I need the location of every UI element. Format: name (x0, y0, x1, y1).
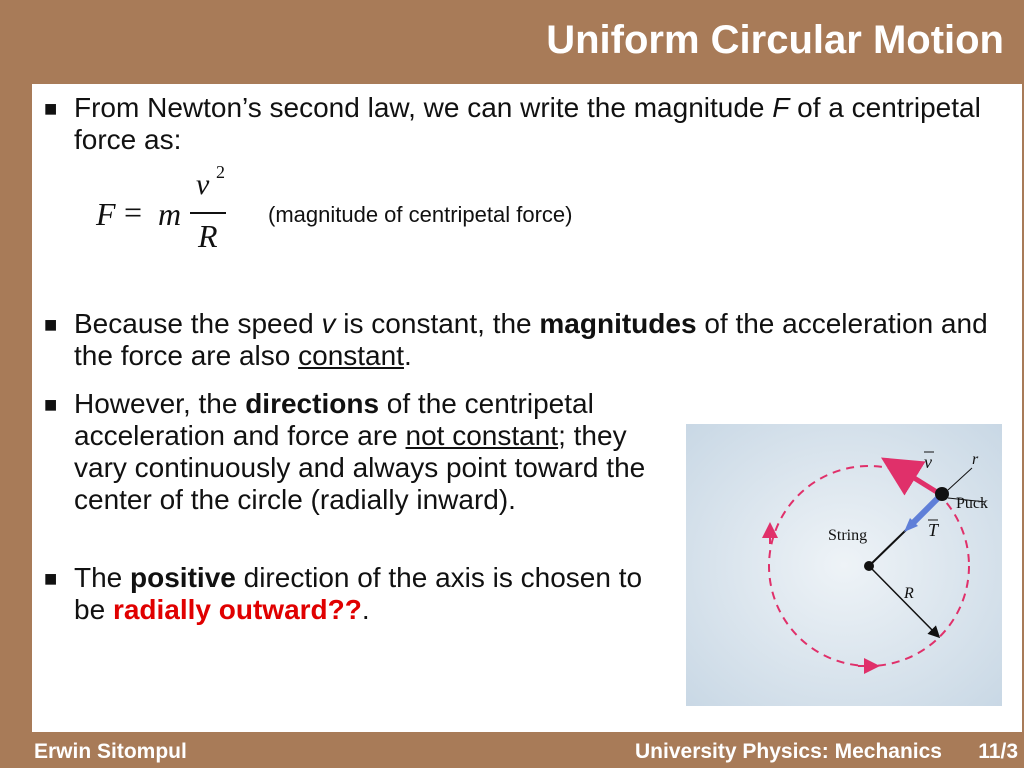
footer-course: University Physics: Mechanics (635, 740, 942, 763)
formula-v: v (196, 168, 210, 201)
formula-equals: = (124, 194, 143, 230)
label-puck: Puck (956, 495, 988, 512)
bullet-marker: ■ (44, 312, 58, 337)
bullet-text-part: of the acceleration and the force are also (74, 308, 988, 371)
bullet-text-part: F (772, 92, 790, 123)
bullet-text (74, 388, 674, 516)
circular-motion-diagram (686, 424, 1002, 706)
bullet-text-part: However, the (74, 388, 246, 419)
bullet-marker: ■ (44, 566, 58, 591)
formula-F: F (96, 196, 116, 232)
label-R: R (904, 585, 914, 602)
bullet-text-part: The (74, 562, 131, 593)
bullet-text-part: ; they vary continuously and always point toward the center of the circle (radially inward). (74, 420, 646, 515)
centripetal-force-formula (94, 162, 274, 260)
formula-exponent: 2 (216, 162, 225, 182)
bullet-text-part: magnitudes (539, 308, 697, 339)
bullet-text-part: of the centripetal acceleration and force are (74, 388, 594, 451)
diagram-background (686, 424, 1002, 706)
formula-note: (magnitude of centripetal force) (268, 202, 573, 227)
label-string: String (828, 527, 868, 544)
bullet-text-part: direction of the axis is chosen to be (74, 562, 643, 625)
bullet-text-part: . (361, 594, 370, 625)
bullet-text-part: From Newton’s second law, we can write the magnitude (74, 92, 773, 123)
bullet-text-part: Because the speed (74, 308, 322, 339)
slide-content (32, 84, 1022, 732)
bullet-text (74, 92, 1014, 156)
formula-m: m (158, 196, 182, 232)
label-T: T (928, 520, 939, 540)
bullet-marker: ■ (44, 392, 58, 417)
fraction-bar (190, 212, 226, 214)
footer-page-number: 11/3 (978, 740, 1018, 763)
center-point (864, 561, 874, 571)
footer (0, 732, 1024, 768)
bullet-text-part: radially outward?? (112, 594, 362, 625)
bullet-text-part: is constant, the (335, 308, 540, 339)
bullet-text-part: v (321, 308, 336, 339)
bullet-text-part: not constant (405, 420, 559, 451)
puck (935, 487, 949, 501)
formula-R: R (198, 218, 218, 254)
bullet-text-part: . (403, 340, 412, 371)
label-r: r (972, 451, 979, 468)
bullet-text-part: of a centripetal force as: (74, 92, 981, 155)
bullet-text-part: constant (298, 340, 404, 371)
bullet-text-part: positive (130, 562, 236, 593)
footer-author: Erwin Sitompul (34, 740, 187, 763)
bullet-text (74, 308, 994, 372)
bullet-marker: ■ (44, 96, 58, 121)
bullet-text (74, 562, 674, 626)
slide-title: Uniform Circular Motion (546, 18, 1004, 62)
bullet-text-part: directions (245, 388, 380, 419)
label-v: v (924, 452, 932, 472)
